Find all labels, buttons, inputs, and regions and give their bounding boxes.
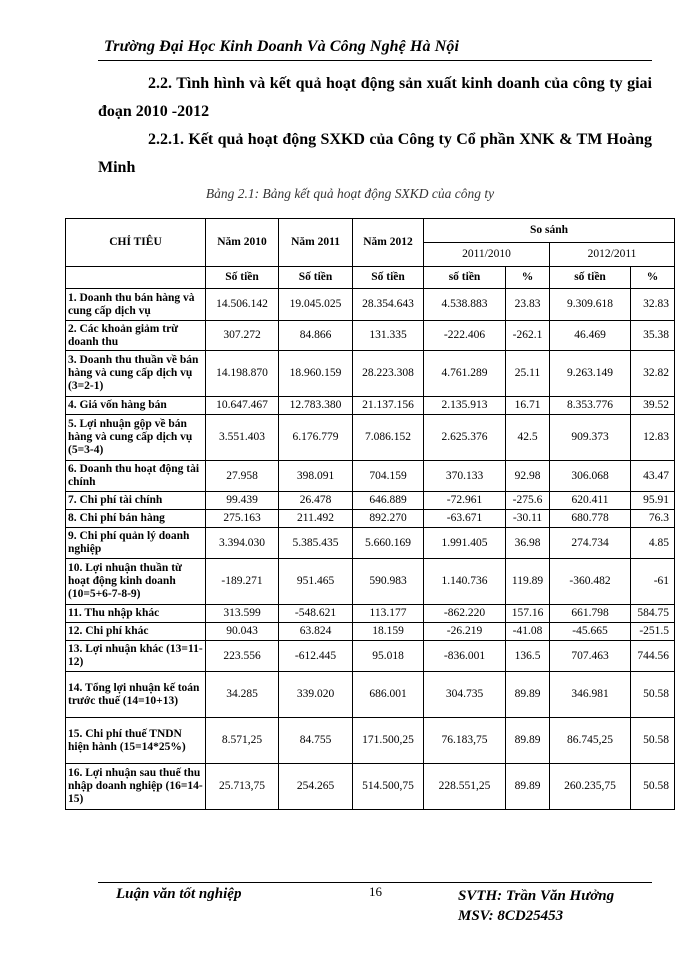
cell-2010: 90.043 [206, 623, 279, 641]
table-row [66, 764, 675, 810]
cell-pct-2011-2010: 157.16 [506, 605, 550, 623]
cell-2012: 686.001 [353, 672, 424, 718]
cell-pct-2012-2011: 4.85 [631, 528, 675, 559]
cell-diff-2012-2011: 661.798 [550, 605, 631, 623]
header-year-2012: Năm 2012 [353, 219, 424, 267]
cell-2011: 6.176.779 [279, 415, 353, 461]
cell-2010: 10.647.467 [206, 397, 279, 415]
row-label: 5. Lợi nhuận gộp về bán hàng và cung cấp dịch vụ (5=3-4) [66, 415, 206, 461]
row-label: 7. Chi phí tài chính [66, 492, 206, 510]
footer-divider [98, 882, 652, 883]
cell-diff-2012-2011: -360.482 [550, 559, 631, 605]
cell-2011: 339.020 [279, 672, 353, 718]
cell-pct-2011-2010: 136.5 [506, 641, 550, 672]
cell-2011: 5.385.435 [279, 528, 353, 559]
header-year-2011: Năm 2011 [279, 219, 353, 267]
cell-diff-2011-2010: 4.761.289 [424, 351, 506, 397]
cell-2012: 21.137.156 [353, 397, 424, 415]
cell-2011: 19.045.025 [279, 289, 353, 321]
cell-2011: -612.445 [279, 641, 353, 672]
cell-2011: 26.478 [279, 492, 353, 510]
row-label: 6. Doanh thu hoạt động tài chính [66, 461, 206, 492]
cell-pct-2011-2010: 16.71 [506, 397, 550, 415]
table-row [66, 397, 675, 415]
cell-diff-2012-2011: 260.235,75 [550, 764, 631, 810]
table-row [66, 605, 675, 623]
table-row [66, 321, 675, 351]
row-label: 12. Chi phí khác [66, 623, 206, 641]
table-row [66, 415, 675, 461]
header-divider [98, 60, 652, 61]
cell-pct-2012-2011: 43.47 [631, 461, 675, 492]
cell-2011: 398.091 [279, 461, 353, 492]
row-label: 14. Tổng lợi nhuận kế toán trước thuế (14=10+13) [66, 672, 206, 718]
cell-diff-2012-2011: 86.745,25 [550, 718, 631, 764]
cell-pct-2012-2011: 12.83 [631, 415, 675, 461]
cell-diff-2012-2011: 9.309.618 [550, 289, 631, 321]
header-year-2010: Năm 2010 [206, 219, 279, 267]
cell-2011: -548.621 [279, 605, 353, 623]
cell-diff-2012-2011: 306.068 [550, 461, 631, 492]
cell-2012: 590.983 [353, 559, 424, 605]
footer-thesis-label: Luận văn tốt nghiệp [116, 886, 242, 902]
row-label: 2. Các khoản giảm trừ doanh thu [66, 321, 206, 351]
cell-2011: 254.265 [279, 764, 353, 810]
cell-pct-2011-2010: 36.98 [506, 528, 550, 559]
cell-pct-2011-2010: 92.98 [506, 461, 550, 492]
cell-diff-2011-2010: -26.219 [424, 623, 506, 641]
row-label: 13. Lợi nhuận khác (13=11-12) [66, 641, 206, 672]
cell-pct-2011-2010: 23.83 [506, 289, 550, 321]
cell-2010: -189.271 [206, 559, 279, 605]
table-row [66, 289, 675, 321]
cell-pct-2011-2010: 119.89 [506, 559, 550, 605]
table-row [66, 461, 675, 492]
cell-2011: 951.465 [279, 559, 353, 605]
header-chi-tieu: CHỈ TIÊU [66, 219, 206, 267]
cell-2010: 14.506.142 [206, 289, 279, 321]
header-title: Trường Đại Học Kinh Doanh Và Công Nghệ Hà Nội [104, 38, 460, 55]
cell-2012: 95.018 [353, 641, 424, 672]
cell-2012: 28.354.643 [353, 289, 424, 321]
subheader-so-tien-2012: Số tiền [353, 267, 424, 289]
cell-2012: 704.159 [353, 461, 424, 492]
cell-pct-2011-2010: 89.89 [506, 764, 550, 810]
cell-diff-2011-2010: 370.133 [424, 461, 506, 492]
cell-diff-2011-2010: 304.735 [424, 672, 506, 718]
row-label: 10. Lợi nhuận thuần từ hoạt động kinh doanh (10=5+6-7-8-9) [66, 559, 206, 605]
cell-diff-2011-2010: 1.140.736 [424, 559, 506, 605]
subheader-so-tien-cmp1: số tiền [424, 267, 506, 289]
cell-pct-2012-2011: 50.58 [631, 672, 675, 718]
cell-2010: 313.599 [206, 605, 279, 623]
row-label: 4. Giá vốn hàng bán [66, 397, 206, 415]
cell-pct-2011-2010: -275.6 [506, 492, 550, 510]
row-label: 11. Thu nhập khác [66, 605, 206, 623]
cell-pct-2012-2011: 32.83 [631, 289, 675, 321]
cell-diff-2012-2011: 346.981 [550, 672, 631, 718]
cell-2010: 3.551.403 [206, 415, 279, 461]
cell-pct-2011-2010: 89.89 [506, 718, 550, 764]
subheader-pct-cmp2: % [631, 267, 675, 289]
cell-2010: 223.556 [206, 641, 279, 672]
cell-2011: 211.492 [279, 510, 353, 528]
table-row [66, 510, 675, 528]
cell-diff-2012-2011: 8.353.776 [550, 397, 631, 415]
cell-diff-2012-2011: 46.469 [550, 321, 631, 351]
section-heading-2-2-1: 2.2.1. Kết quả hoạt động SXKD của Công ty Cổ phần XNK & TM Hoàng Minh [98, 131, 652, 176]
cell-pct-2012-2011: 744.56 [631, 641, 675, 672]
row-label: 16. Lợi nhuận sau thuế thu nhập doanh nghiệp (16=14-15) [66, 764, 206, 810]
cell-pct-2012-2011: 50.58 [631, 764, 675, 810]
row-label: 1. Doanh thu bán hàng và cung cấp dịch vụ [66, 289, 206, 321]
cell-2012: 131.335 [353, 321, 424, 351]
cell-2011: 63.824 [279, 623, 353, 641]
footer-author-block [458, 886, 614, 926]
row-label: 8. Chi phí bán hàng [66, 510, 206, 528]
table-row [66, 351, 675, 397]
cell-2010: 307.272 [206, 321, 279, 351]
cell-diff-2011-2010: -862.220 [424, 605, 506, 623]
cell-2012: 892.270 [353, 510, 424, 528]
cell-2010: 14.198.870 [206, 351, 279, 397]
cell-pct-2011-2010: -262.1 [506, 321, 550, 351]
cell-2011: 18.960.159 [279, 351, 353, 397]
cell-diff-2012-2011: -45.665 [550, 623, 631, 641]
row-label: 15. Chi phí thuế TNDN hiện hành (15=14*25%) [66, 718, 206, 764]
cell-pct-2012-2011: 39.52 [631, 397, 675, 415]
cell-2012: 514.500,75 [353, 764, 424, 810]
cell-2012: 171.500,25 [353, 718, 424, 764]
section-heading-2-2: 2.2. Tình hình và kết quả hoạt động sản xuất kinh doanh của công ty giai đoạn 2010 -2012 [98, 75, 652, 120]
cell-diff-2012-2011: 620.411 [550, 492, 631, 510]
page-number: 16 [369, 884, 382, 899]
cell-diff-2012-2011: 274.734 [550, 528, 631, 559]
cell-diff-2011-2010: 2.135.913 [424, 397, 506, 415]
cell-diff-2011-2010: 4.538.883 [424, 289, 506, 321]
cell-diff-2012-2011: 707.463 [550, 641, 631, 672]
results-table [65, 218, 675, 810]
cell-2010: 99.439 [206, 492, 279, 510]
subheader-so-tien-2010: Số tiền [206, 267, 279, 289]
cell-diff-2011-2010: 1.991.405 [424, 528, 506, 559]
table-row [66, 623, 675, 641]
cell-2012: 18.159 [353, 623, 424, 641]
cell-2012: 5.660.169 [353, 528, 424, 559]
cell-2012: 7.086.152 [353, 415, 424, 461]
cell-diff-2011-2010: 2.625.376 [424, 415, 506, 461]
header-so-sanh: So sánh [424, 219, 675, 243]
cell-2010: 34.285 [206, 672, 279, 718]
cell-diff-2012-2011: 909.373 [550, 415, 631, 461]
cell-2010: 25.713,75 [206, 764, 279, 810]
cell-2011: 84.866 [279, 321, 353, 351]
header-blank [66, 267, 206, 289]
cell-diff-2011-2010: -222.406 [424, 321, 506, 351]
cell-pct-2012-2011: 35.38 [631, 321, 675, 351]
table-row [66, 718, 675, 764]
table-row [66, 641, 675, 672]
cell-2010: 275.163 [206, 510, 279, 528]
cell-2010: 8.571,25 [206, 718, 279, 764]
footer-author: SVTH: Trần Văn Hưởng [458, 888, 615, 904]
subheader-so-tien-cmp2: số tiền [550, 267, 631, 289]
row-label: 3. Doanh thu thuần về bán hàng và cung cấp dịch vụ (3=2-1) [66, 351, 206, 397]
cell-diff-2011-2010: 228.551,25 [424, 764, 506, 810]
cell-pct-2011-2010: 89.89 [506, 672, 550, 718]
footer-student-id: MSV: 8CD25453 [458, 908, 564, 924]
cell-pct-2011-2010: -30.11 [506, 510, 550, 528]
cell-pct-2012-2011: -61 [631, 559, 675, 605]
cell-pct-2011-2010: -41.08 [506, 623, 550, 641]
subheader-so-tien-2011: Số tiền [279, 267, 353, 289]
cell-pct-2011-2010: 25.11 [506, 351, 550, 397]
cell-pct-2012-2011: 50.58 [631, 718, 675, 764]
cell-2010: 27.958 [206, 461, 279, 492]
cell-diff-2011-2010: 76.183,75 [424, 718, 506, 764]
table-row [66, 559, 675, 605]
row-label: 9. Chi phí quản lý doanh nghiệp [66, 528, 206, 559]
cell-2011: 84.755 [279, 718, 353, 764]
table-row [66, 672, 675, 718]
cell-pct-2012-2011: -251.5 [631, 623, 675, 641]
cell-2012: 28.223.308 [353, 351, 424, 397]
header-2011-2010: 2011/2010 [424, 243, 550, 267]
table-row [66, 492, 675, 510]
cell-diff-2012-2011: 9.263.149 [550, 351, 631, 397]
cell-diff-2011-2010: -63.671 [424, 510, 506, 528]
cell-pct-2012-2011: 32.82 [631, 351, 675, 397]
cell-diff-2011-2010: -836.001 [424, 641, 506, 672]
cell-2010: 3.394.030 [206, 528, 279, 559]
table-row [66, 528, 675, 559]
cell-2012: 113.177 [353, 605, 424, 623]
cell-pct-2011-2010: 42.5 [506, 415, 550, 461]
table-caption: Bảng 2.1: Bảng kết quả hoạt động SXKD của công ty [205, 186, 495, 201]
cell-diff-2012-2011: 680.778 [550, 510, 631, 528]
cell-pct-2012-2011: 95.91 [631, 492, 675, 510]
subheader-pct-cmp1: % [506, 267, 550, 289]
cell-diff-2011-2010: -72.961 [424, 492, 506, 510]
header-2012-2011: 2012/2011 [550, 243, 675, 267]
cell-pct-2012-2011: 76.3 [631, 510, 675, 528]
cell-pct-2012-2011: 584.75 [631, 605, 675, 623]
cell-2011: 12.783.380 [279, 397, 353, 415]
cell-2012: 646.889 [353, 492, 424, 510]
